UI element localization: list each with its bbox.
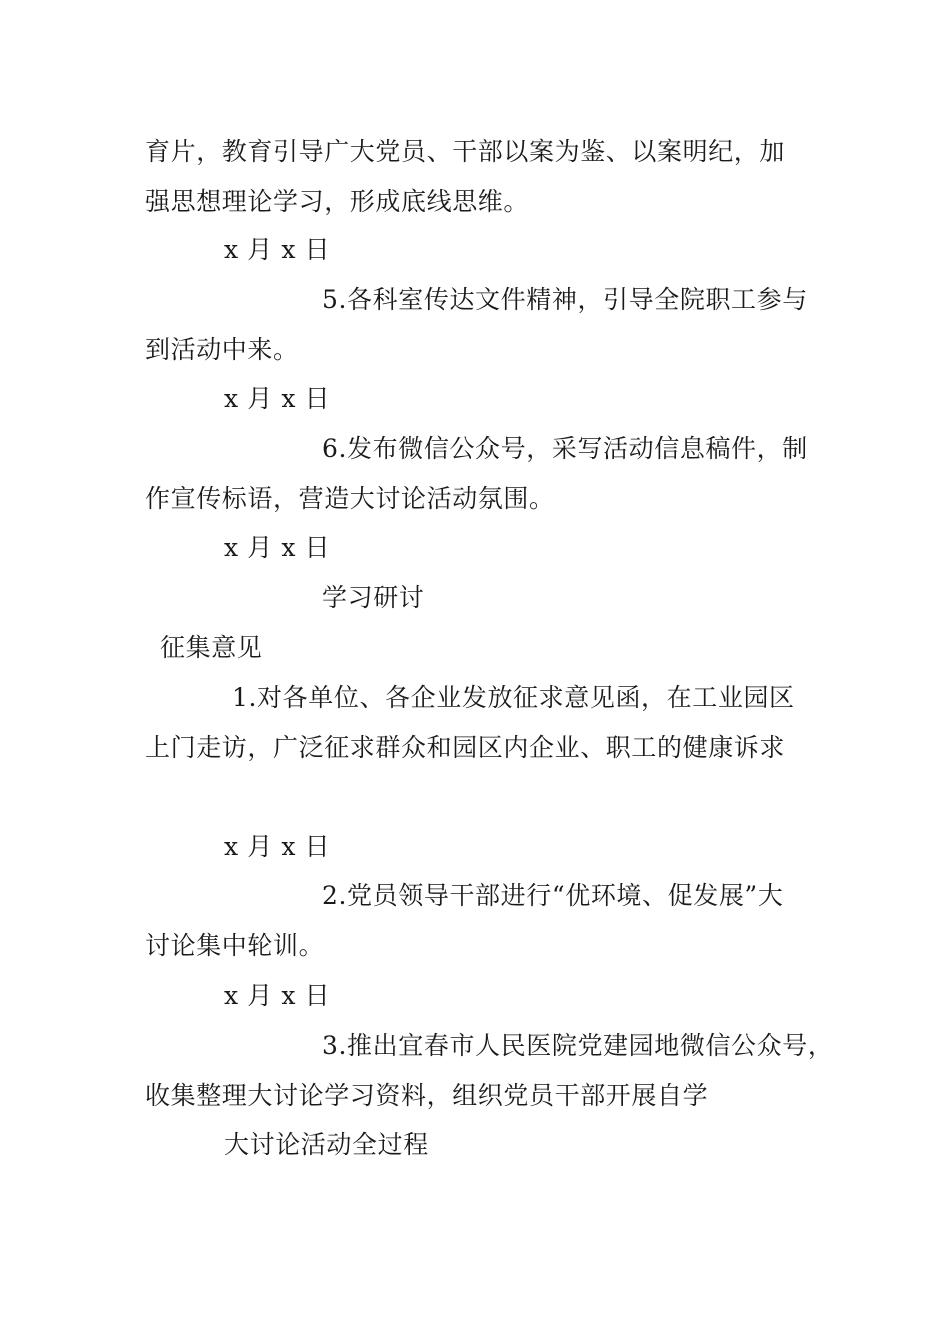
- body-text-line: 2.党员领导干部进行“优环境、促发展”大: [322, 881, 784, 910]
- body-text-line: 强思想理论学习，形成底线思维。: [145, 187, 530, 216]
- body-text-line: 6.发布微信公众号，采写活动信息稿件，制: [322, 434, 808, 463]
- date-line: x 月 x 日: [224, 235, 331, 264]
- date-line: x 月 x 日: [224, 384, 331, 413]
- body-text-line: 3.推出宜春市人民医院党建园地微信公众号，: [322, 1031, 834, 1060]
- date-line: x 月 x 日: [224, 832, 331, 861]
- body-text-line: 到活动中来。: [145, 335, 299, 364]
- date-line: x 月 x 日: [224, 533, 331, 562]
- body-text-line: 育片，教育引导广大党员、干部以案为鉴、以案明纪，加: [145, 137, 786, 166]
- body-text-line: 上门走访，广泛征求群众和园区内企业、职工的健康诉求: [145, 733, 786, 762]
- date-line: x 月 x 日: [224, 981, 331, 1010]
- section-heading: 学习研讨: [322, 583, 425, 612]
- body-text-line: 收集整理大讨论学习资料，组织党员干部开展自学: [145, 1081, 709, 1110]
- body-text-line: 大讨论活动全过程: [224, 1130, 429, 1159]
- section-heading: 征集意见: [160, 633, 263, 662]
- body-text-line: 讨论集中轮训。: [145, 931, 325, 960]
- body-text-line: 作宣传标语，营造大讨论活动氛围。: [145, 484, 555, 513]
- body-text-line: 1.对各单位、各企业发放征求意见函，在工业园区: [232, 683, 795, 712]
- body-text-line: 5.各科室传达文件精神，引导全院职工参与: [322, 285, 808, 314]
